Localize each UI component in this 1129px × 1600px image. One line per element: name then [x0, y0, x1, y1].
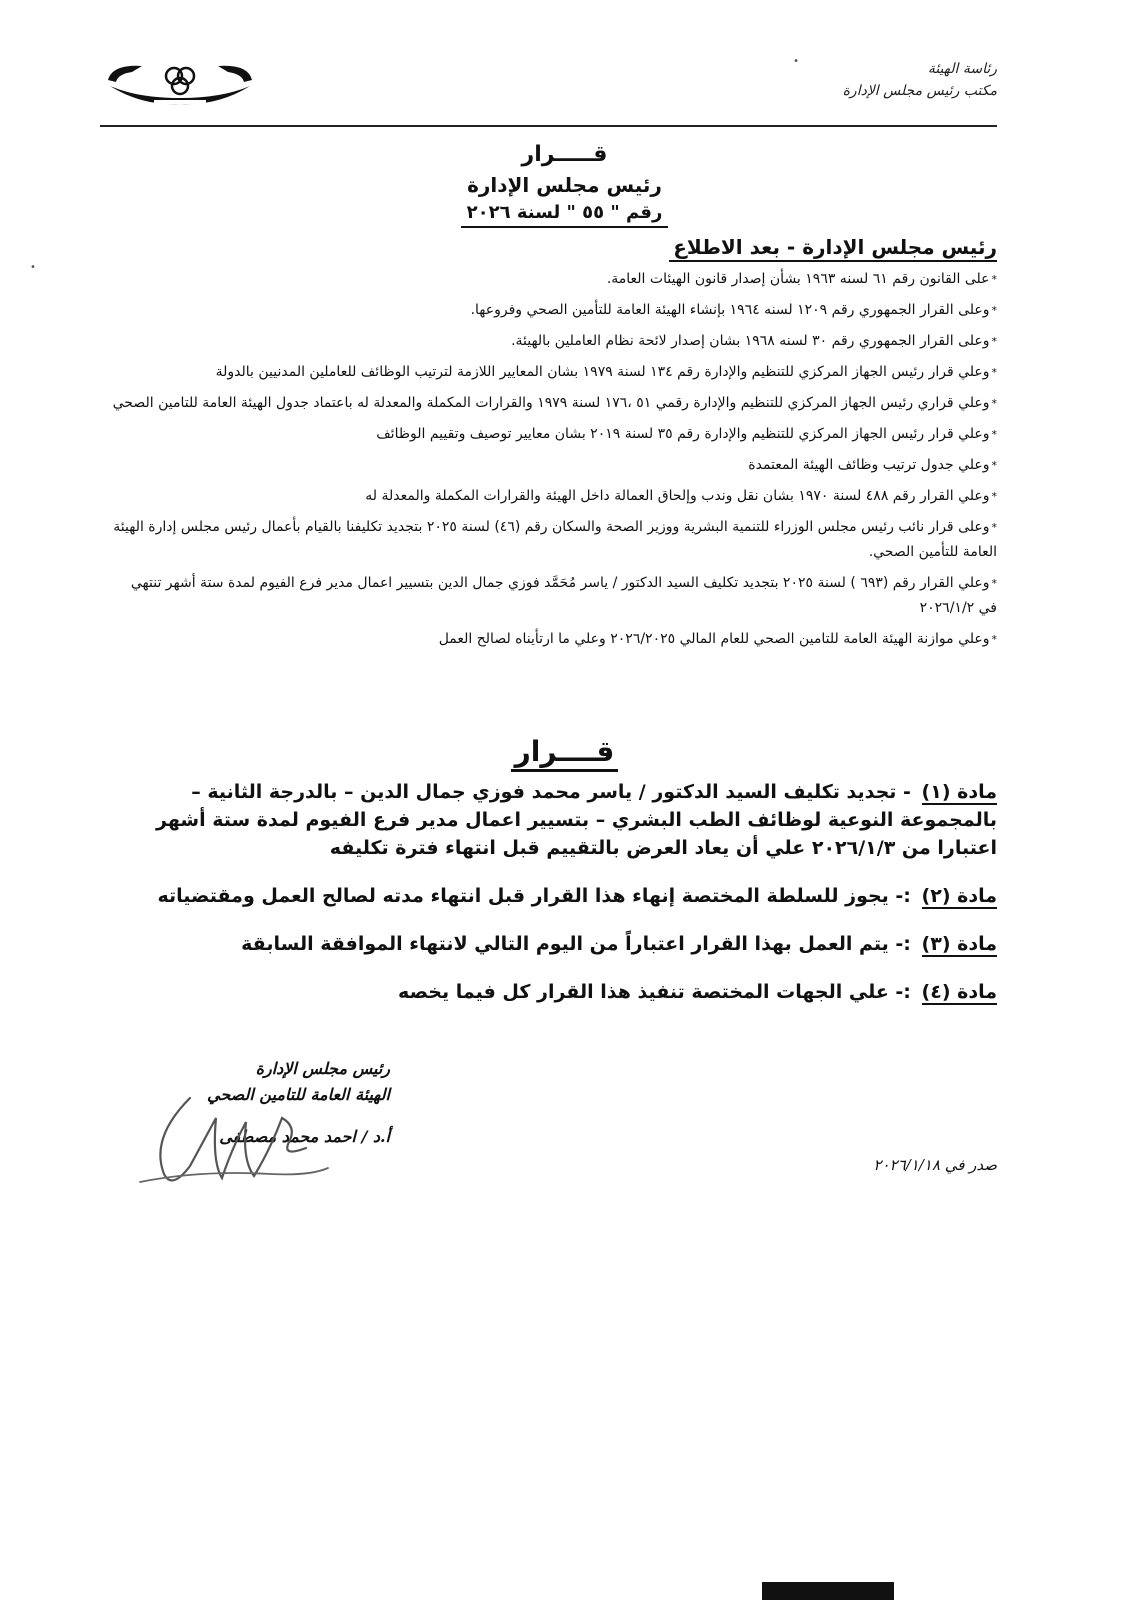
preamble-item: *وعلي قرار رئيس الجهاز المركزي للتنظيم والإدارة رقم ١٣٤ لسنة ١٩٧٩ بشان المعايير اللازمة لترتيب الوظائف للعاملين المدنيين بالدولة	[215, 364, 997, 380]
preamble-item: *وعلى قرار نائب رئيس مجلس الوزراء للتنمية البشرية ووزير الصحة والسكان رقم (٤٦) لسنة ٢٠٢٥ بتجديد تكليفنا بالقيام بأعمال رئيس مجلس إدارة الهيئة العامة للتأمين الصحي.	[113, 519, 997, 560]
article-number: مادة (٣)	[921, 933, 997, 955]
footer-bar	[762, 1582, 894, 1600]
title-number: رقم " ٥٥ " لسنة ٢٠٢٦	[461, 200, 669, 228]
scan-speck: •	[793, 56, 799, 67]
issue-date: صدر في ٢٠٢٦/١/١٨	[873, 1156, 997, 1174]
preamble-item: *وعلي قراري رئيس الجهاز المركزي للتنظيم والإدارة رقمي ٥١ ،١٧٦ لسنة ١٩٧٩ والقرارات المكملة والمعدلة له باعتماد جدول الهيئة العامة للتامين الصحي	[112, 395, 997, 411]
article-text: :- يجوز للسلطة المختصة إنهاء هذا القرار قبل انتهاء مدته لصالح العمل ومقتضياته	[157, 885, 918, 907]
signatory-name: أ.د / احمد محمد مصطفى	[219, 1127, 390, 1146]
preamble-item: *وعلي قرار رئيس الجهاز المركزي للتنظيم والإدارة رقم ٣٥ لسنة ٢٠١٩ بشان معايير توصيف وتقييم الوظائف	[376, 426, 997, 442]
article-2	[108, 882, 997, 910]
office-line-2: مكتب رئيس مجلس الإدارة	[842, 83, 997, 99]
health-insurance-logo-icon	[102, 58, 258, 110]
article-text: :- يتم العمل بهذا القرار اعتباراً من اليوم التالي لانتهاء الموافقة السابقة	[241, 933, 918, 955]
decision-heading: قــــرار	[0, 735, 1129, 772]
office-line-1: رئاسة الهيئة	[927, 61, 997, 77]
preamble-item: *وعلي موازنة الهيئة العامة للتامين الصحي للعام المالي ٢٠٢٦/٢٠٢٥ وعلي ما ارتأيناه لصالح العمل	[438, 631, 997, 647]
handwritten-signature	[120, 1078, 340, 1208]
article-4	[108, 978, 997, 1006]
article-1	[108, 778, 997, 862]
scan-speck: •	[30, 262, 36, 273]
preamble-item: *وعلي القرار رقم ٤٨٨ لسنة ١٩٧٠ بشان نقل وندب وإلحاق العمالة داخل الهيئة والقرارات المكملة والمعدلة له	[365, 488, 997, 504]
issuing-office	[843, 58, 997, 102]
signatory-organization: الهيئة العامة للتامين الصحي	[206, 1085, 390, 1104]
article-text: - تجديد تكليف السيد الدكتور / ياسر محمد فوزي جمال الدين – بالدرجة الثانية – بالمجموعة النوعية لوظائف الطب البشري – بتسيير اعمال مدير فرع الفيوم لمدة ستة أشهر اعتبارا من ٢٠٢٦/١/٣ علي أن يعاد العرض بالتقييم قبل انتهاء فترة تكليفه	[156, 781, 997, 859]
article-3	[108, 930, 997, 958]
decree-title	[0, 140, 1129, 228]
preamble-item: *وعلى القرار الجمهوري رقم ٣٠ لسنه ١٩٦٨ بشان إصدار لائحة نظام العاملين بالهيئة.	[511, 333, 997, 349]
preamble-item: *على القانون رقم ٦١ لسنه ١٩٦٣ بشأن إصدار قانون الهيئات العامة.	[606, 271, 997, 287]
article-text: :- علي الجهات المختصة تنفيذ هذا القرار كل فيما يخصه	[398, 981, 918, 1003]
preamble-item: *وعلي القرار رقم (٦٩٣ ) لسنة ٢٠٢٥ بتجديد تكليف السيد الدكتور / ياسر مُحَمَّد فوزي جمال الدين بتسيير اعمال مدير فرع الفيوم لمدة ستة أشهر تنتهي في ٢٠٢٦/١/٢	[130, 575, 997, 616]
header-divider	[100, 125, 997, 127]
preamble-item: *وعلى القرار الجمهوري رقم ١٢٠٩ لسنه ١٩٦٤ بإنشاء الهيئة العامة للتأمين الصحي وفروعها.	[470, 302, 997, 318]
title-decision: قـــــرار	[521, 142, 608, 167]
preamble-heading: رئيس مجلس الإدارة - بعد الاطلاع	[669, 234, 997, 262]
preamble-list	[112, 267, 997, 658]
article-number: مادة (٢)	[921, 885, 997, 907]
article-number: مادة (٤)	[921, 981, 997, 1003]
signatory-title: رئيس مجلس الإدارة	[255, 1059, 390, 1078]
preamble-item: *وعلي جدول ترتيب وظائف الهيئة المعتمدة	[748, 457, 997, 473]
article-number: مادة (١)	[921, 781, 997, 803]
title-authority: رئيس مجلس الإدارة	[467, 173, 662, 197]
decision-articles	[108, 778, 997, 1026]
